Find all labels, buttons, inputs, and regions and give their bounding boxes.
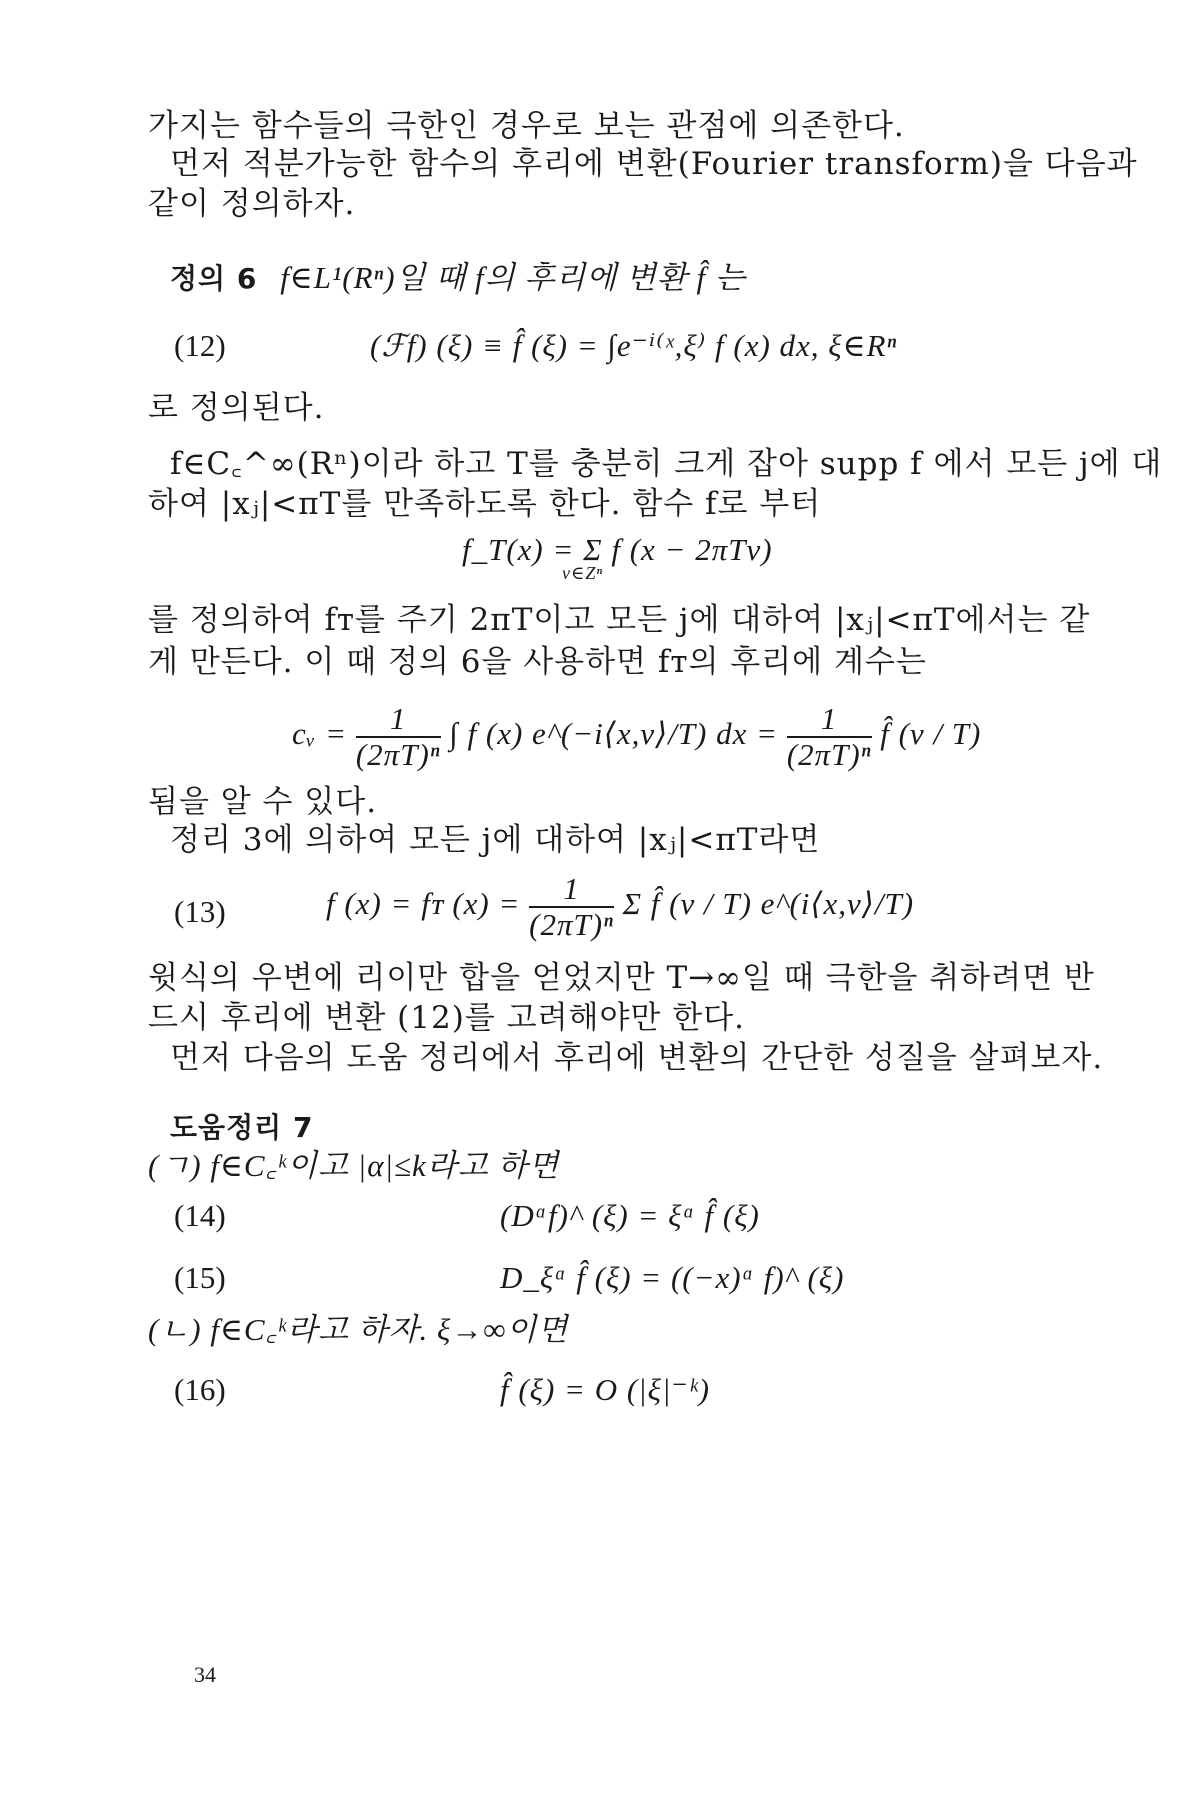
definition-label: 정의 6 bbox=[170, 262, 258, 295]
equation-14: (Dᵅf)^ (ξ) = ξᵅ f̂ (ξ) bbox=[500, 1198, 760, 1233]
paragraph-line: f∈C꜀^∞(Rⁿ)이라 하고 T를 충분히 크게 잡아 supp f 에서 모든 j에 대 bbox=[170, 446, 1163, 482]
definition-6 bbox=[170, 258, 746, 299]
equation-number: (13) bbox=[174, 894, 226, 929]
fraction-numerator: 1 bbox=[529, 872, 614, 908]
paragraph-line: 를 정의하여 fᴛ를 주기 2πT이고 모든 j에 대하여 |xⱼ|<πT에서는 같 bbox=[148, 602, 1091, 638]
paragraph-line: 하여 |xⱼ|<πT를 만족하도록 한다. 함수 f로 부터 bbox=[148, 486, 822, 522]
equation-16: f̂ (ξ) = O (|ξ|⁻ᵏ) bbox=[500, 1372, 710, 1407]
paragraph-line: 드시 후리에 변환 (12)를 고려해야만 한다. bbox=[148, 1000, 745, 1036]
equation-fT: f_T(x) = Σ f (x − 2πTv) bbox=[462, 532, 773, 567]
paragraph-line: 게 만든다. 이 때 정의 6을 사용하면 fᴛ의 후리에 계수는 bbox=[148, 644, 927, 680]
fraction bbox=[529, 872, 614, 942]
paragraph-line: 먼저 적분가능한 함수의 후리에 변환(Fourier transform)을 다음과 bbox=[170, 146, 1138, 182]
equation-number: (16) bbox=[174, 1372, 226, 1407]
equation-fT-subscript: v∈Zⁿ bbox=[562, 563, 603, 583]
paragraph-line: 같이 정의하자. bbox=[148, 186, 356, 222]
paragraph-line: 먼저 다음의 도움 정리에서 후리에 변환의 간단한 성질을 살펴보자. bbox=[170, 1040, 1104, 1076]
equation-part: ∫ f (x) e^(−i⟨x,v⟩/T) dx = bbox=[449, 716, 779, 751]
equation-number: (14) bbox=[174, 1198, 226, 1233]
fraction-denominator: (2πT)ⁿ bbox=[355, 736, 441, 772]
paragraph-line: 로 정의된다. bbox=[148, 390, 325, 426]
definition-text: f∈L¹(Rⁿ)일 때 f의 후리에 변환 f̂ 는 bbox=[280, 260, 746, 295]
fraction bbox=[356, 702, 441, 772]
paragraph-line: 정리 3에 의하여 모든 j에 대하여 |xⱼ|<πT라면 bbox=[170, 822, 821, 858]
lemma-item-b: (ㄴ) f∈C꜀ᵏ라고 하자. ξ→∞이면 bbox=[148, 1312, 569, 1347]
paragraph-line: 윗식의 우변에 리이만 합을 얻었지만 T→∞일 때 극한을 취하려면 반 bbox=[148, 960, 1095, 996]
equation-13 bbox=[326, 870, 914, 942]
equation-12: (ℱf) (ξ) ≡ f̂ (ξ) = ∫e⁻ⁱ⁽ˣ,ξ⁾ f (x) dx, ξ∈Rⁿ bbox=[370, 328, 898, 363]
fraction-numerator: 1 bbox=[787, 702, 872, 738]
equation-part: Σ f̂ (v / T) e^(i⟨x,v⟩/T) bbox=[622, 886, 915, 921]
equation-part: f (x) = fᴛ (x) = bbox=[326, 886, 521, 921]
fraction-denominator: (2πT)ⁿ bbox=[529, 906, 614, 942]
page-number: 34 bbox=[194, 1662, 216, 1687]
lemma-heading: 도움정리 7 bbox=[170, 1111, 314, 1144]
fraction-numerator: 1 bbox=[356, 702, 441, 738]
paragraph-line: 가지는 함수들의 극한인 경우로 보는 관점에 의존한다. bbox=[148, 108, 905, 144]
fraction-denominator: (2πT)ⁿ bbox=[786, 736, 872, 772]
equation-part: cᵥ = bbox=[292, 716, 348, 751]
equation-number: (12) bbox=[174, 328, 226, 363]
equation-number: (15) bbox=[174, 1260, 226, 1295]
lemma-item-a: (ㄱ) f∈C꜀ᵏ이고 |α|≤k라고 하면 bbox=[148, 1148, 560, 1183]
paragraph-line: 됨을 알 수 있다. bbox=[148, 784, 378, 820]
equation-part: f̂ (v / T) bbox=[880, 716, 982, 751]
fraction bbox=[787, 702, 872, 772]
equation-fourier-coefficient bbox=[292, 700, 981, 772]
equation-15: D_ξᵅ f̂ (ξ) = ((−x)ᵅ f)^ (ξ) bbox=[500, 1260, 845, 1295]
